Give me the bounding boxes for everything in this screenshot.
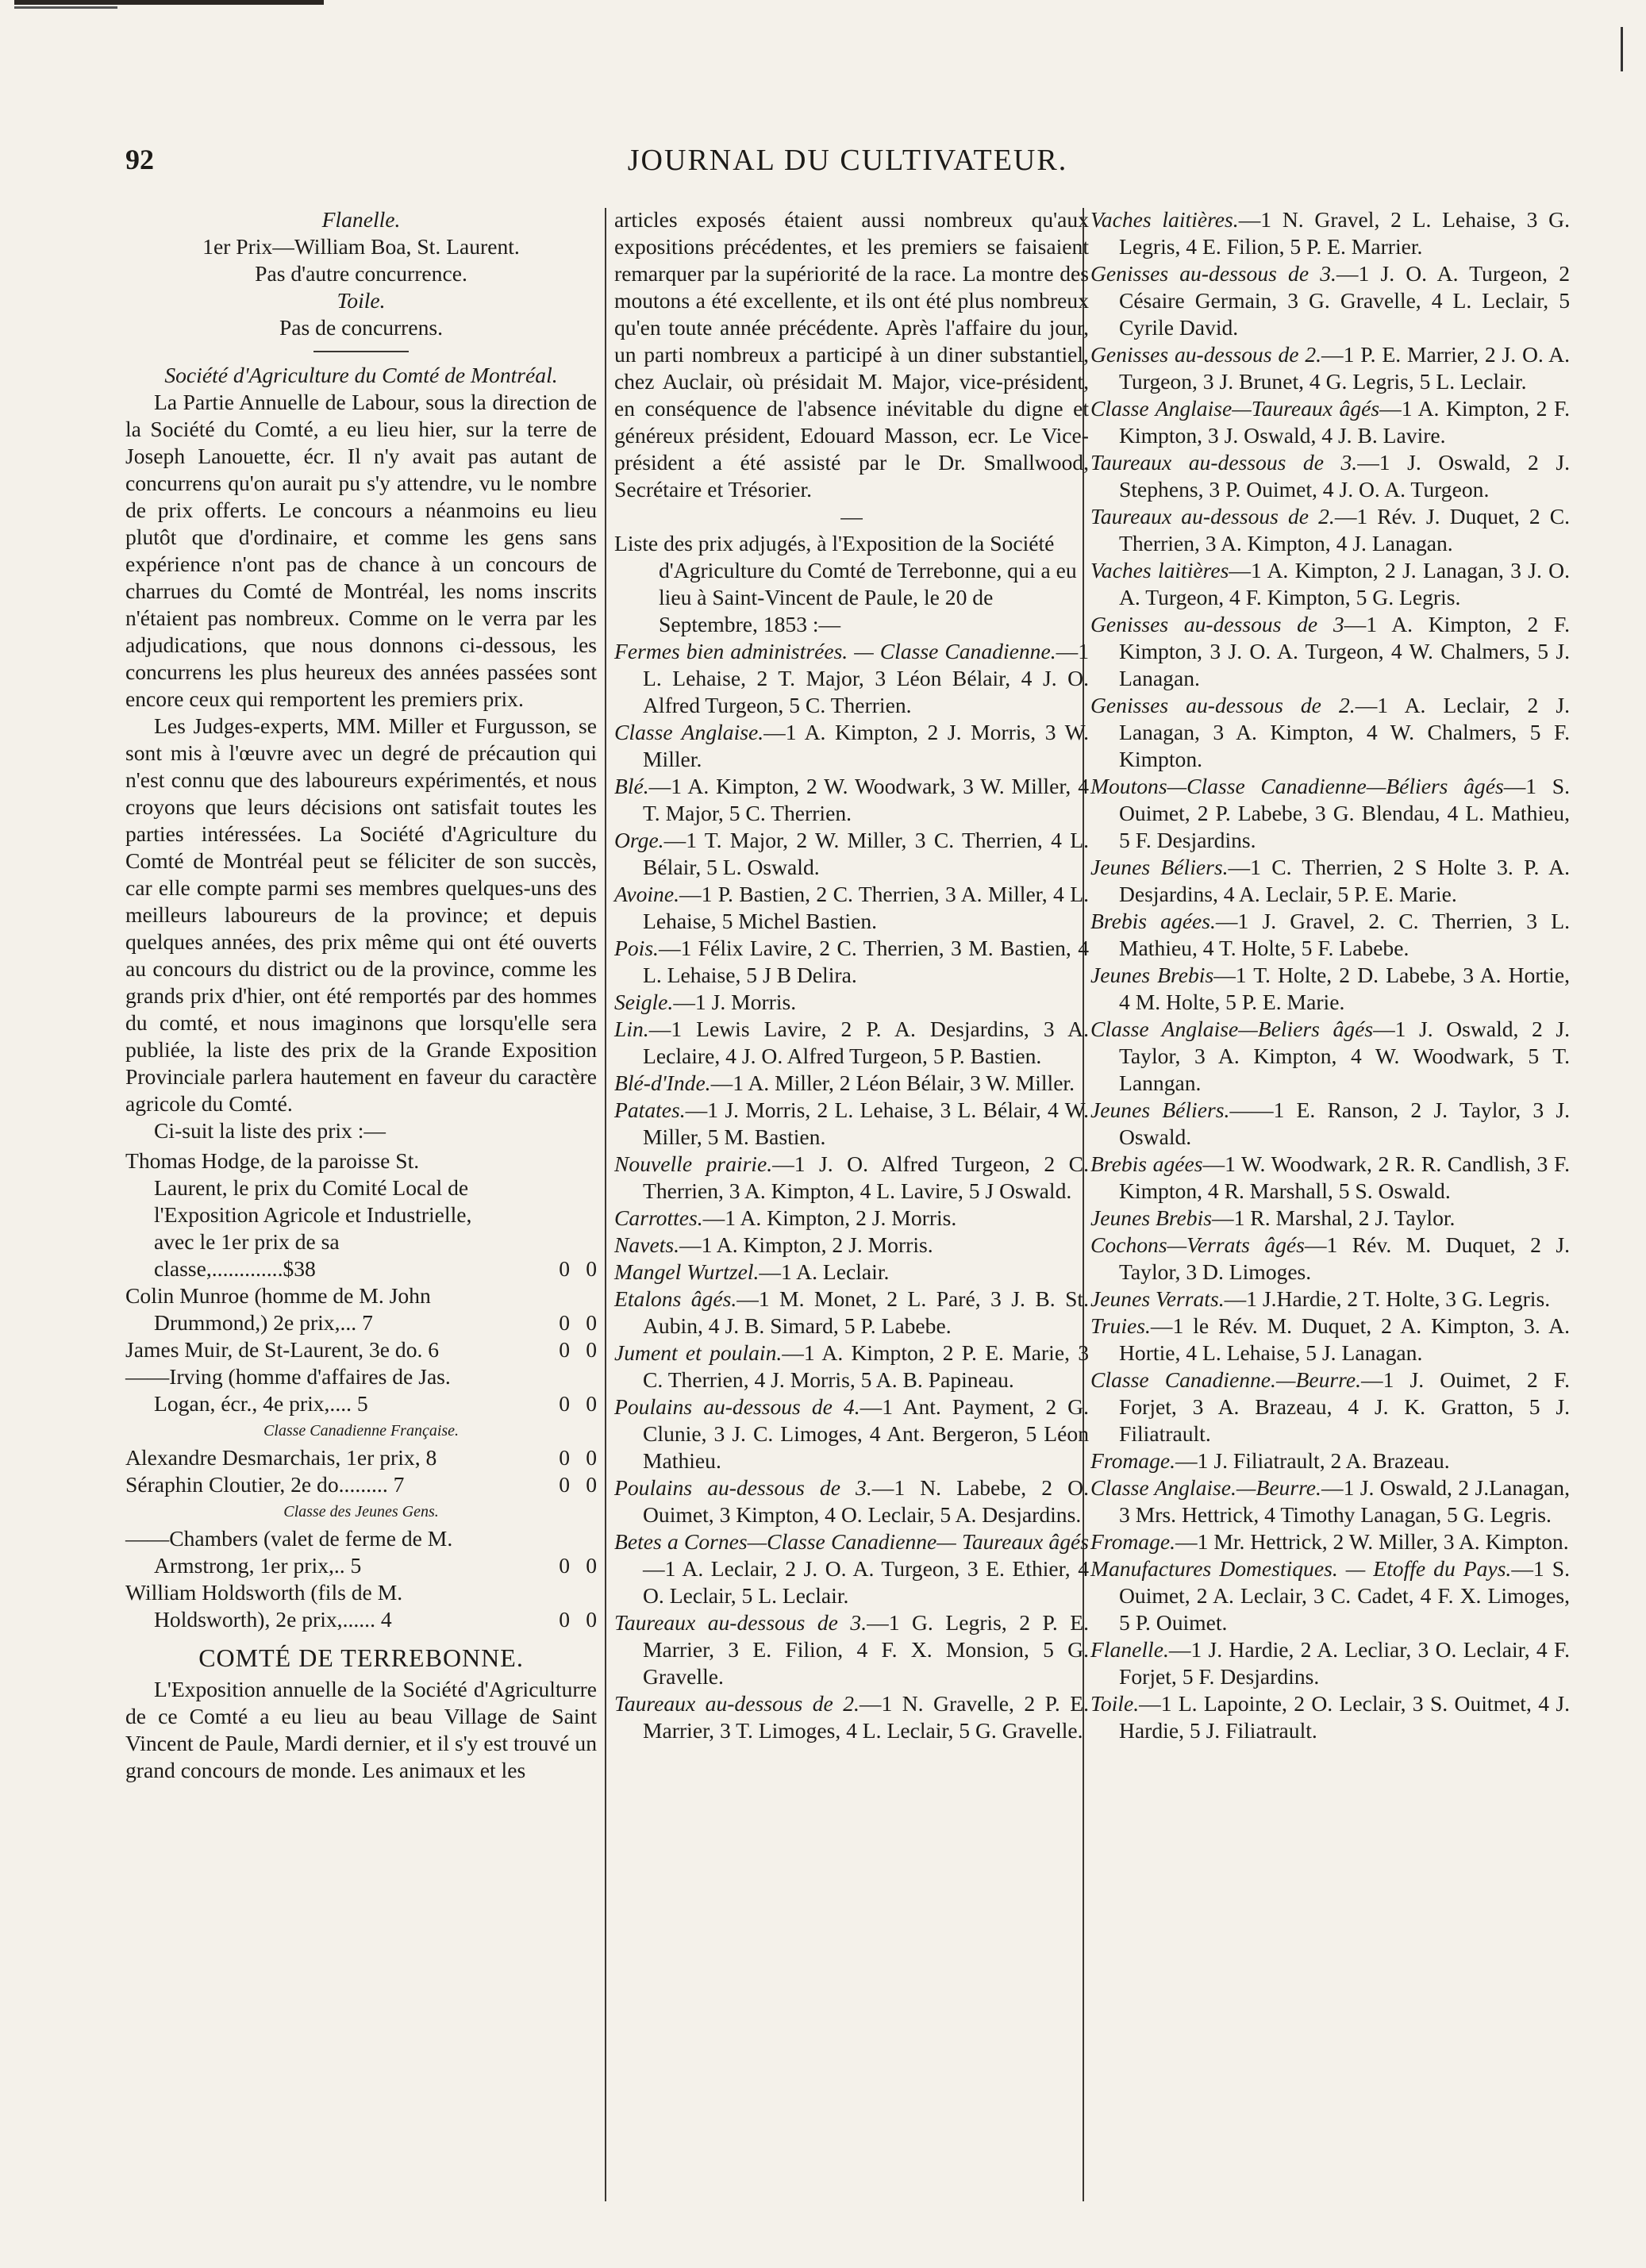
prize-entry	[1090, 1690, 1570, 1744]
prize-category: Fromage.	[1090, 1448, 1176, 1473]
prize-winners: —1 S. Ouimet, 2 P. Labebe, 3 G. Blendau, 4 L. Mathieu, 5 F. Desjardins.	[1119, 774, 1570, 852]
prize-category: Vaches laitières	[1090, 558, 1229, 582]
prize-shillings: 0	[559, 1607, 570, 1632]
article-paragraph: L'Exposition annuelle de la Société d'Agriculturre de ce Comté a eu lieu au beau Village de Saint Vincent de Paule, Mardi dernier, et il s'y est trouvé un grand concours de monde. Les animaux et les	[125, 1677, 597, 1782]
prize-entry	[614, 719, 1089, 773]
prize-entry	[1090, 503, 1570, 557]
section-title-terrebonne: COMTÉ DE TERREBONNE.	[198, 1643, 524, 1672]
prize-entry	[614, 1474, 1089, 1528]
prize-category: Seigle.	[614, 990, 674, 1014]
column-middle	[614, 206, 1089, 1744]
prize-winners: —1 A. Leclair, 2 J. O. A. Turgeon, 3 E. Ethier, 4 O. Leclair, 5 L. Leclair.	[643, 1556, 1089, 1608]
prize-entry	[614, 989, 1089, 1016]
prize-list	[614, 638, 1089, 1744]
prize-entry	[1090, 908, 1570, 962]
prize-entry	[614, 1232, 1089, 1259]
prize-category: Truies.	[1090, 1313, 1151, 1338]
prize-winners: —1 G. Legris, 2 P. E. Marrier, 3 E. Filion, 4 F. X. Monsion, 5 G. Gravelle.	[643, 1610, 1089, 1689]
prize-category: Fromage.	[1090, 1529, 1176, 1554]
prize-row	[125, 1336, 597, 1363]
prize-winners: —1 A. Kimpton, 2 J. Lanagan, 3 J. O. A. Turgeon, 4 F. Kimpton, 5 G. Legris.	[1119, 558, 1570, 609]
prize-category: Betes a Cornes—Classe Canadienne— Taureaux âgés	[614, 1529, 1089, 1554]
prize-entry	[614, 1528, 1089, 1609]
prize-entry	[614, 1690, 1089, 1744]
prize-entry	[614, 1393, 1089, 1474]
toile-note: Pas de concurrens.	[279, 315, 444, 340]
prize-entry	[1090, 557, 1570, 611]
prize-entry	[1090, 1232, 1570, 1286]
column-right	[1090, 206, 1570, 1744]
prize-category: Vaches laitières.	[1090, 207, 1239, 232]
prize-pence: 0	[586, 1391, 597, 1416]
prize-entry	[1090, 962, 1570, 1016]
prize-winners: —1 J. Ouimet, 2 F. Forjet, 3 A. Brazeau, 4 J. K. Gratton, 5 J. Filiatrault.	[1119, 1367, 1570, 1446]
prize-winners: —1 A. Kimpton, 2 J. Morris.	[702, 1205, 957, 1230]
prize-winners: —1 A. Kimpton, 2 P. E. Marie, 3 C. Therrien, 4 J. Morris, 5 A. B. Papineau.	[643, 1340, 1090, 1392]
prize-entry	[614, 773, 1089, 827]
prize-winners: —1 J. Morris, 2 L. Lehaise, 3 L. Bélair, 4 W. Miller, 5 M. Bastien.	[643, 1097, 1089, 1149]
prize-winners: —1 J. Oswald, 2 J. Stephens, 3 P. Ouimet, 4 J. O. A. Turgeon.	[1119, 450, 1571, 502]
section-title-toile: Toile.	[337, 288, 386, 313]
prize-category: Genisses au-dessous de 2.	[1090, 693, 1356, 717]
prize-entry	[1090, 1555, 1570, 1636]
prize-entry	[614, 1097, 1089, 1151]
running-title: JOURNAL DU CULTIVATEUR.	[627, 144, 1068, 177]
prize-winners: —1 A. Kimpton, 2 W. Woodwark, 3 W. Miller, 4 T. Major, 5 C. Therrien.	[643, 774, 1089, 825]
prize-category: Jeunes Brebis	[1090, 963, 1214, 987]
prize-winners: —1 Rév. J. Duquet, 2 C. Therrien, 3 A. Kimpton, 4 J. Lanagan.	[1119, 504, 1570, 555]
article-paragraph: Les Judges-experts, MM. Miller et Furgusson, se sont mis à l'œuvre avec un degré de précaution qui n'est connu que des laboureurs expérimentés, et nous croyons que leurs décisions ont satisfait toutes les parties intéressées. La Société d'Agriculture du Comté de Montréal peut se féliciter de son succès, car elle compte parmi ses membres quelques-uns des meilleurs laboureurs de la province; et depuis quelques années, des prix même qui ont été ouverts au concours du district ou de la province, comme les grands prix d'hier, ont été remportés par des hommes du comté, et nous imaginons que lorsqu'elle sera publiée, la liste des prix de la Grande Exposition Provinciale parlera hautement en faveur du caractère agricole du Comté.	[125, 713, 597, 1116]
prize-row	[125, 1282, 597, 1336]
prize-winners: —1 L. Lapointe, 2 O. Leclair, 3 S. Ouitmet, 4 J. Hardie, 5 J. Filiatrault.	[1119, 1691, 1570, 1743]
prize-winners: —1 R. Marshal, 2 J. Taylor.	[1212, 1205, 1456, 1230]
prize-entry	[614, 638, 1089, 719]
prize-category: Jeunes Brebis	[1090, 1205, 1212, 1230]
top-border-bar-thin	[14, 6, 117, 9]
prize-entry	[1090, 395, 1570, 449]
prize-winners: —1 J. Filiatrault, 2 A. Brazeau.	[1175, 1448, 1450, 1473]
prize-pence: 0	[586, 1553, 597, 1578]
prize-winners: —1 J. Oswald, 2 J.Lanagan, 3 Mrs. Hettrick, 4 Timothy Lanagan, 5 G. Legris.	[1119, 1475, 1570, 1527]
prize-shillings: 0	[559, 1472, 570, 1497]
prize-winners: —1 Rév. M. Duquet, 2 J. Taylor, 3 D. Limoges.	[1119, 1232, 1570, 1284]
prize-category: Classe Anglaise—Beliers âgés	[1090, 1017, 1374, 1041]
prize-entry	[614, 1016, 1089, 1070]
prize-winners: —1 A. Leclair.	[759, 1259, 890, 1284]
column-rule-left	[605, 208, 606, 2201]
prize-entry	[1090, 1474, 1570, 1528]
prize-entry	[614, 1151, 1089, 1205]
prize-text: Thomas Hodge, de la paroisse St. Laurent, le prix du Comité Local de l'Exposition Agricole et Industrielle, avec le 1er prix de sa classe,.............$38	[125, 1148, 472, 1281]
prize-winners: —1 L. Lehaise, 2 T. Major, 3 Léon Bélair, 4 J. O. Alfred Turgeon, 5 C. Therrien.	[643, 639, 1089, 717]
prize-category: Poulains au-dessous de 4.	[614, 1394, 860, 1419]
prize-category: Cochons—Verrats âgés	[1090, 1232, 1305, 1257]
prize-winners: —1 W. Woodwark, 2 R. R. Candlish, 3 F. Kimpton, 4 R. Marshall, 5 S. Oswald.	[1119, 1151, 1570, 1203]
divider-dash: —	[840, 504, 863, 529]
prize-category: Blé-d'Inde.	[614, 1071, 711, 1095]
prize-category: Carrottes.	[614, 1205, 703, 1230]
prize-category: Classe Canadienne.—Beurre.	[1090, 1367, 1361, 1392]
prize-row	[125, 1525, 597, 1579]
prize-pence: 0	[586, 1445, 597, 1470]
prize-winners: —1 A. Leclair, 2 J. Lanagan, 3 A. Kimpton, 4 W. Chalmers, 5 F. Kimpton.	[1119, 693, 1570, 771]
prize-text: James Muir, de St-Laurent, 3e do. 6	[125, 1337, 440, 1362]
prize-entry	[614, 1259, 1089, 1286]
prize-category: Classe Anglaise.	[614, 720, 764, 744]
prize-entry	[614, 881, 1089, 935]
prize-category: Taureaux au-dessous de 2.	[614, 1691, 860, 1716]
prize-entry	[1090, 692, 1570, 773]
prize-text: ——Irving (homme d'affaires de Jas. Logan, écr., 4e prix,.... 5	[125, 1364, 451, 1416]
prize-winners: —1 Lewis Lavire, 2 P. A. Desjardins, 3 A. Leclaire, 4 J. O. Alfred Turgeon, 5 P. Bastien.	[643, 1017, 1089, 1068]
column-left	[125, 206, 597, 1784]
prize-entry	[614, 935, 1089, 989]
top-border-bar	[14, 0, 324, 5]
prize-winners: —1 A. Kimpton, 2 F. Kimpton, 3 J. O. A. Turgeon, 4 W. Chalmers, 5 J. Lanagan.	[1119, 612, 1570, 690]
prize-text: ——Chambers (valet de ferme de M. Armstrong, 1er prix,.. 5	[125, 1526, 453, 1578]
prize-row	[125, 1579, 597, 1633]
prize-category: Flanelle.	[1090, 1637, 1169, 1662]
corner-mark	[1621, 27, 1629, 71]
prize-entry	[1090, 1097, 1570, 1151]
prize-entry	[1090, 1528, 1570, 1555]
prize-category: Patates.	[614, 1097, 686, 1122]
society-title: Société d'Agriculture du Comté de Montréal.	[164, 363, 558, 387]
prize-entry	[1090, 611, 1570, 692]
class-title-french: Classe Canadienne Française.	[263, 1422, 460, 1440]
list-intro: Ci-suit la liste des prix :—	[154, 1118, 387, 1143]
prize-list	[1090, 206, 1570, 1744]
prize-entry	[614, 1609, 1089, 1690]
prize-winners: —1 A. Kimpton, 2 F. Kimpton, 3 J. Oswald, 4 J. B. Lavire.	[1119, 396, 1570, 448]
prize-winners: —1 N. Gravelle, 2 P. E. Marrier, 3 T. Limoges, 4 L. Leclair, 5 G. Gravelle.	[643, 1691, 1089, 1743]
prize-winners: —1 S. Ouimet, 2 A. Leclair, 3 C. Cadet, 4 F. X. Limoges, 5 P. Ouimet.	[1119, 1556, 1570, 1635]
prize-winners: —1 P. Bastien, 2 C. Therrien, 3 A. Miller, 4 L. Lehaise, 5 Michel Bastien.	[643, 882, 1089, 933]
prize-category: Genisses au-dessous de 3.	[1090, 261, 1336, 286]
prize-category: Pois.	[614, 936, 659, 960]
list-title: Liste des prix adjugés, à l'Exposition de la Société d'Agriculture du Comté de Terrebonne, qui a eu lieu à Saint-Vincent de Paule, le 20 de Septembre, 1853 :—	[614, 531, 1077, 636]
prize-winners: —1 J. Morris.	[673, 990, 797, 1014]
page-header	[125, 136, 1570, 184]
prize-pence: 0	[586, 1256, 597, 1281]
prize-category: Blé.	[614, 774, 649, 798]
prize-entry	[1090, 341, 1570, 395]
prize-entry	[1090, 206, 1570, 260]
section-title-flanelle: Flanelle.	[321, 207, 401, 232]
prize-category: Jeunes Béliers.	[1090, 1097, 1230, 1122]
prize-entry	[1090, 260, 1570, 341]
prize-category: Poulains au-dessous de 3.	[614, 1475, 872, 1500]
prize-category: Jeunes Béliers.	[1090, 855, 1229, 879]
prize-winners: —1 J. O. Alfred Turgeon, 2 C. Therrien, 3 A. Kimpton, 4 L. Lavire, 5 J Oswald.	[643, 1151, 1089, 1203]
prize-winners: —1 Ant. Payment, 2 G. Clunie, 3 J. C. Limoges, 4 Ant. Bergeron, 5 Léon Mathieu.	[643, 1394, 1089, 1473]
prize-category: Etalons âgés.	[614, 1286, 737, 1311]
prize-shillings: 0	[559, 1256, 570, 1281]
prize-winners: —1 N. Labebe, 2 O. Ouimet, 3 Kimpton, 4 O. Leclair, 5 A. Desjardins.	[643, 1475, 1089, 1527]
prize-entry	[1090, 449, 1570, 503]
prize-entry	[1090, 1636, 1570, 1690]
prize-winners: —1 le Rév. M. Duquet, 2 A. Kimpton, 3. A. Hortie, 4 L. Lehaise, 5 J. Lanagan.	[1119, 1313, 1570, 1365]
flanelle-note: Pas d'autre concurrence.	[255, 261, 467, 286]
prize-winners: —1 Mr. Hettrick, 2 W. Miller, 3 A. Kimpton.	[1175, 1529, 1569, 1554]
prize-winners: —1 Félix Lavire, 2 C. Therrien, 3 M. Bastien, 4 L. Lehaise, 5 J B Delira.	[643, 936, 1089, 987]
prize-shillings: 0	[559, 1310, 570, 1335]
prize-entry	[614, 1070, 1089, 1097]
prize-category: Avoine.	[614, 882, 679, 906]
prize-category: Nouvelle prairie.	[614, 1151, 773, 1176]
prize-winners: —1 J. O. A. Turgeon, 2 Césaire Germain, 3 G. Gravelle, 4 L. Leclair, 5 Cyrile David.	[1119, 261, 1571, 340]
prize-row	[125, 1363, 597, 1417]
prize-winners: —1 J. Oswald, 2 J. Taylor, 3 A. Kimpton, 4 W. Woodwark, 5 T. Lanngan.	[1119, 1017, 1571, 1095]
prize-row	[125, 1147, 597, 1282]
prize-category: Taureaux au-dessous de 3.	[614, 1610, 867, 1635]
prize-entry	[614, 1340, 1089, 1393]
flanelle-prize: 1er Prix—William Boa, St. Laurent.	[202, 234, 520, 259]
prize-category: Brebis agées.	[1090, 909, 1216, 933]
divider	[313, 351, 409, 352]
prize-winners: —1 J.Hardie, 2 T. Holte, 3 G. Legris.	[1224, 1286, 1551, 1311]
prize-shillings: 0	[559, 1553, 570, 1578]
prize-category: Taureaux au-dessous de 2.	[1090, 504, 1335, 529]
prize-winners: —1 T. Major, 2 W. Miller, 3 C. Therrien, 4 L. Bélair, 5 L. Oswald.	[643, 828, 1089, 879]
prize-entry	[1090, 1286, 1570, 1313]
prize-winners: —1 M. Monet, 2 L. Paré, 3 J. B. St. Aubin, 4 J. B. Simard, 5 P. Labebe.	[643, 1286, 1089, 1338]
prize-entry	[1090, 1313, 1570, 1367]
article-paragraph: articles exposés étaient aussi nombreux qu'aux expositions précédentes, et les premiers se faisaient remarquer par la supériorité de la race. La montre des moutons a été excellente, et ils ont été plus nombreux qu'en toute année précédente. Après l'affaire du jour, un parti nombreux a participé à un diner substantiel, chez Auclair, où présidait M. Major, vice-président, en conséquence de l'absence inévitable du digne et généreux président, Edouard Masson, ecr. Le Vice-président a été assisté par le Dr. Smallwood, Secrétaire et Trésorier.	[614, 207, 1089, 502]
prize-shillings: 0	[559, 1391, 570, 1416]
prize-entry	[614, 1205, 1089, 1232]
prize-category: Brebis agées	[1090, 1151, 1203, 1176]
prize-category: Moutons—Classe Canadienne—Béliers âgés	[1090, 774, 1504, 798]
prize-winners: —1 J. Gravel, 2. C. Therrien, 3 L. Mathieu, 4 T. Holte, 5 F. Labebe.	[1119, 909, 1570, 960]
prize-text: Alexandre Desmarchais, 1er prix, 8	[125, 1445, 437, 1470]
prize-pence: 0	[586, 1607, 597, 1632]
prize-winners: —1 C. Therrien, 2 S Holte 3. P. A. Desjardins, 4 A. Leclair, 5 P. E. Marie.	[1119, 855, 1570, 906]
prize-winners: —1 A. Kimpton, 2 J. Morris.	[679, 1232, 933, 1257]
prize-winners: ——1 E. Ranson, 2 J. Taylor, 3 J. Oswald.	[1119, 1097, 1570, 1149]
prize-entry	[1090, 1367, 1570, 1447]
prize-entry	[614, 1286, 1089, 1340]
prize-category: Manufactures Domestiques. — Etoffe du Pays.	[1090, 1556, 1512, 1581]
prize-entry	[1090, 773, 1570, 854]
prize-entry	[1090, 1151, 1570, 1205]
prize-category: Fermes bien administrées. — Classe Canadienne.	[614, 639, 1056, 663]
prize-entry	[614, 827, 1089, 881]
prize-category: Classe Anglaise—Taureaux âgés	[1090, 396, 1380, 421]
prize-winners: —1 A. Miller, 2 Léon Bélair, 3 W. Miller.	[710, 1071, 1075, 1095]
prize-text: Séraphin Cloutier, 2e do......... 7	[125, 1472, 405, 1497]
prize-winners: —1 J. Hardie, 2 A. Lecliar, 3 O. Leclair, 4 F. Forjet, 5 F. Desjardins.	[1119, 1637, 1570, 1689]
prize-entry	[1090, 1447, 1570, 1474]
prize-category: Mangel Wurtzel.	[614, 1259, 760, 1284]
prize-shillings: 0	[559, 1445, 570, 1470]
prize-winners: —1 P. E. Marrier, 2 J. O. A. Turgeon, 3 J. Brunet, 4 G. Legris, 5 L. Leclair.	[1119, 342, 1570, 394]
prize-row	[125, 1444, 597, 1471]
prize-category: Taureaux au-dessous de 3.	[1090, 450, 1358, 475]
prize-category: Jument et poulain.	[614, 1340, 783, 1365]
prize-pence: 0	[586, 1472, 597, 1497]
prize-entry	[1090, 1205, 1570, 1232]
prize-entry	[1090, 1016, 1570, 1097]
prize-category: Genisses au-dessous de 2.	[1090, 342, 1322, 367]
class-title-young: Classe des Jeunes Gens.	[283, 1503, 439, 1520]
prize-text: Colin Munroe (homme de M. John Drummond,) 2e prix,... 7	[125, 1283, 431, 1335]
prize-pence: 0	[586, 1337, 597, 1362]
prize-category: Navets.	[614, 1232, 679, 1257]
prize-winners: —1 N. Gravel, 2 L. Lehaise, 3 G. Legris, 4 E. Filion, 5 P. E. Marrier.	[1119, 207, 1570, 259]
article-paragraph: La Partie Annuelle de Labour, sous la direction de la Société du Comté, a eu lieu hier, sur la terre de Joseph Lanouette, écr. Il n'y avait pas autant de concurrens qu'on aurait pu s'y attendre, vu le nombre de prix offerts. Le concours a néanmoins eu lieu plutôt que d'ordinaire, et comme les gens sans expérience n'ont pas de chance à un concours de charrues du Comté de Montréal, les noms inscrits n'étaient pas nombreux. Comme on le verra par les adjudications, que nous donnons ci-dessous, les concurrens les plus heureux des années passées sont encore ceux qui remportent les premiers prix.	[125, 390, 597, 711]
prize-shillings: 0	[559, 1337, 570, 1362]
prize-category: Toile.	[1090, 1691, 1140, 1716]
prize-entry	[1090, 854, 1570, 908]
page-number: 92	[125, 144, 154, 175]
prize-category: Classe Anglaise.—Beurre.	[1090, 1475, 1321, 1500]
prize-winners: —1 T. Holte, 2 D. Labebe, 3 A. Hortie, 4 M. Holte, 5 P. E. Marie.	[1119, 963, 1570, 1014]
prize-category: Jeunes Verrats.	[1090, 1286, 1225, 1311]
prize-pence: 0	[586, 1310, 597, 1335]
prize-winners: —1 A. Kimpton, 2 J. Morris, 3 W. Miller.	[643, 720, 1089, 771]
prize-category: Genisses au-dessous de 3	[1090, 612, 1344, 636]
prize-row	[125, 1471, 597, 1498]
prize-category: Lin.	[614, 1017, 649, 1041]
prize-category: Orge.	[614, 828, 664, 852]
prize-text: William Holdsworth (fils de M. Holdsworth), 2e prix,...... 4	[125, 1580, 403, 1632]
